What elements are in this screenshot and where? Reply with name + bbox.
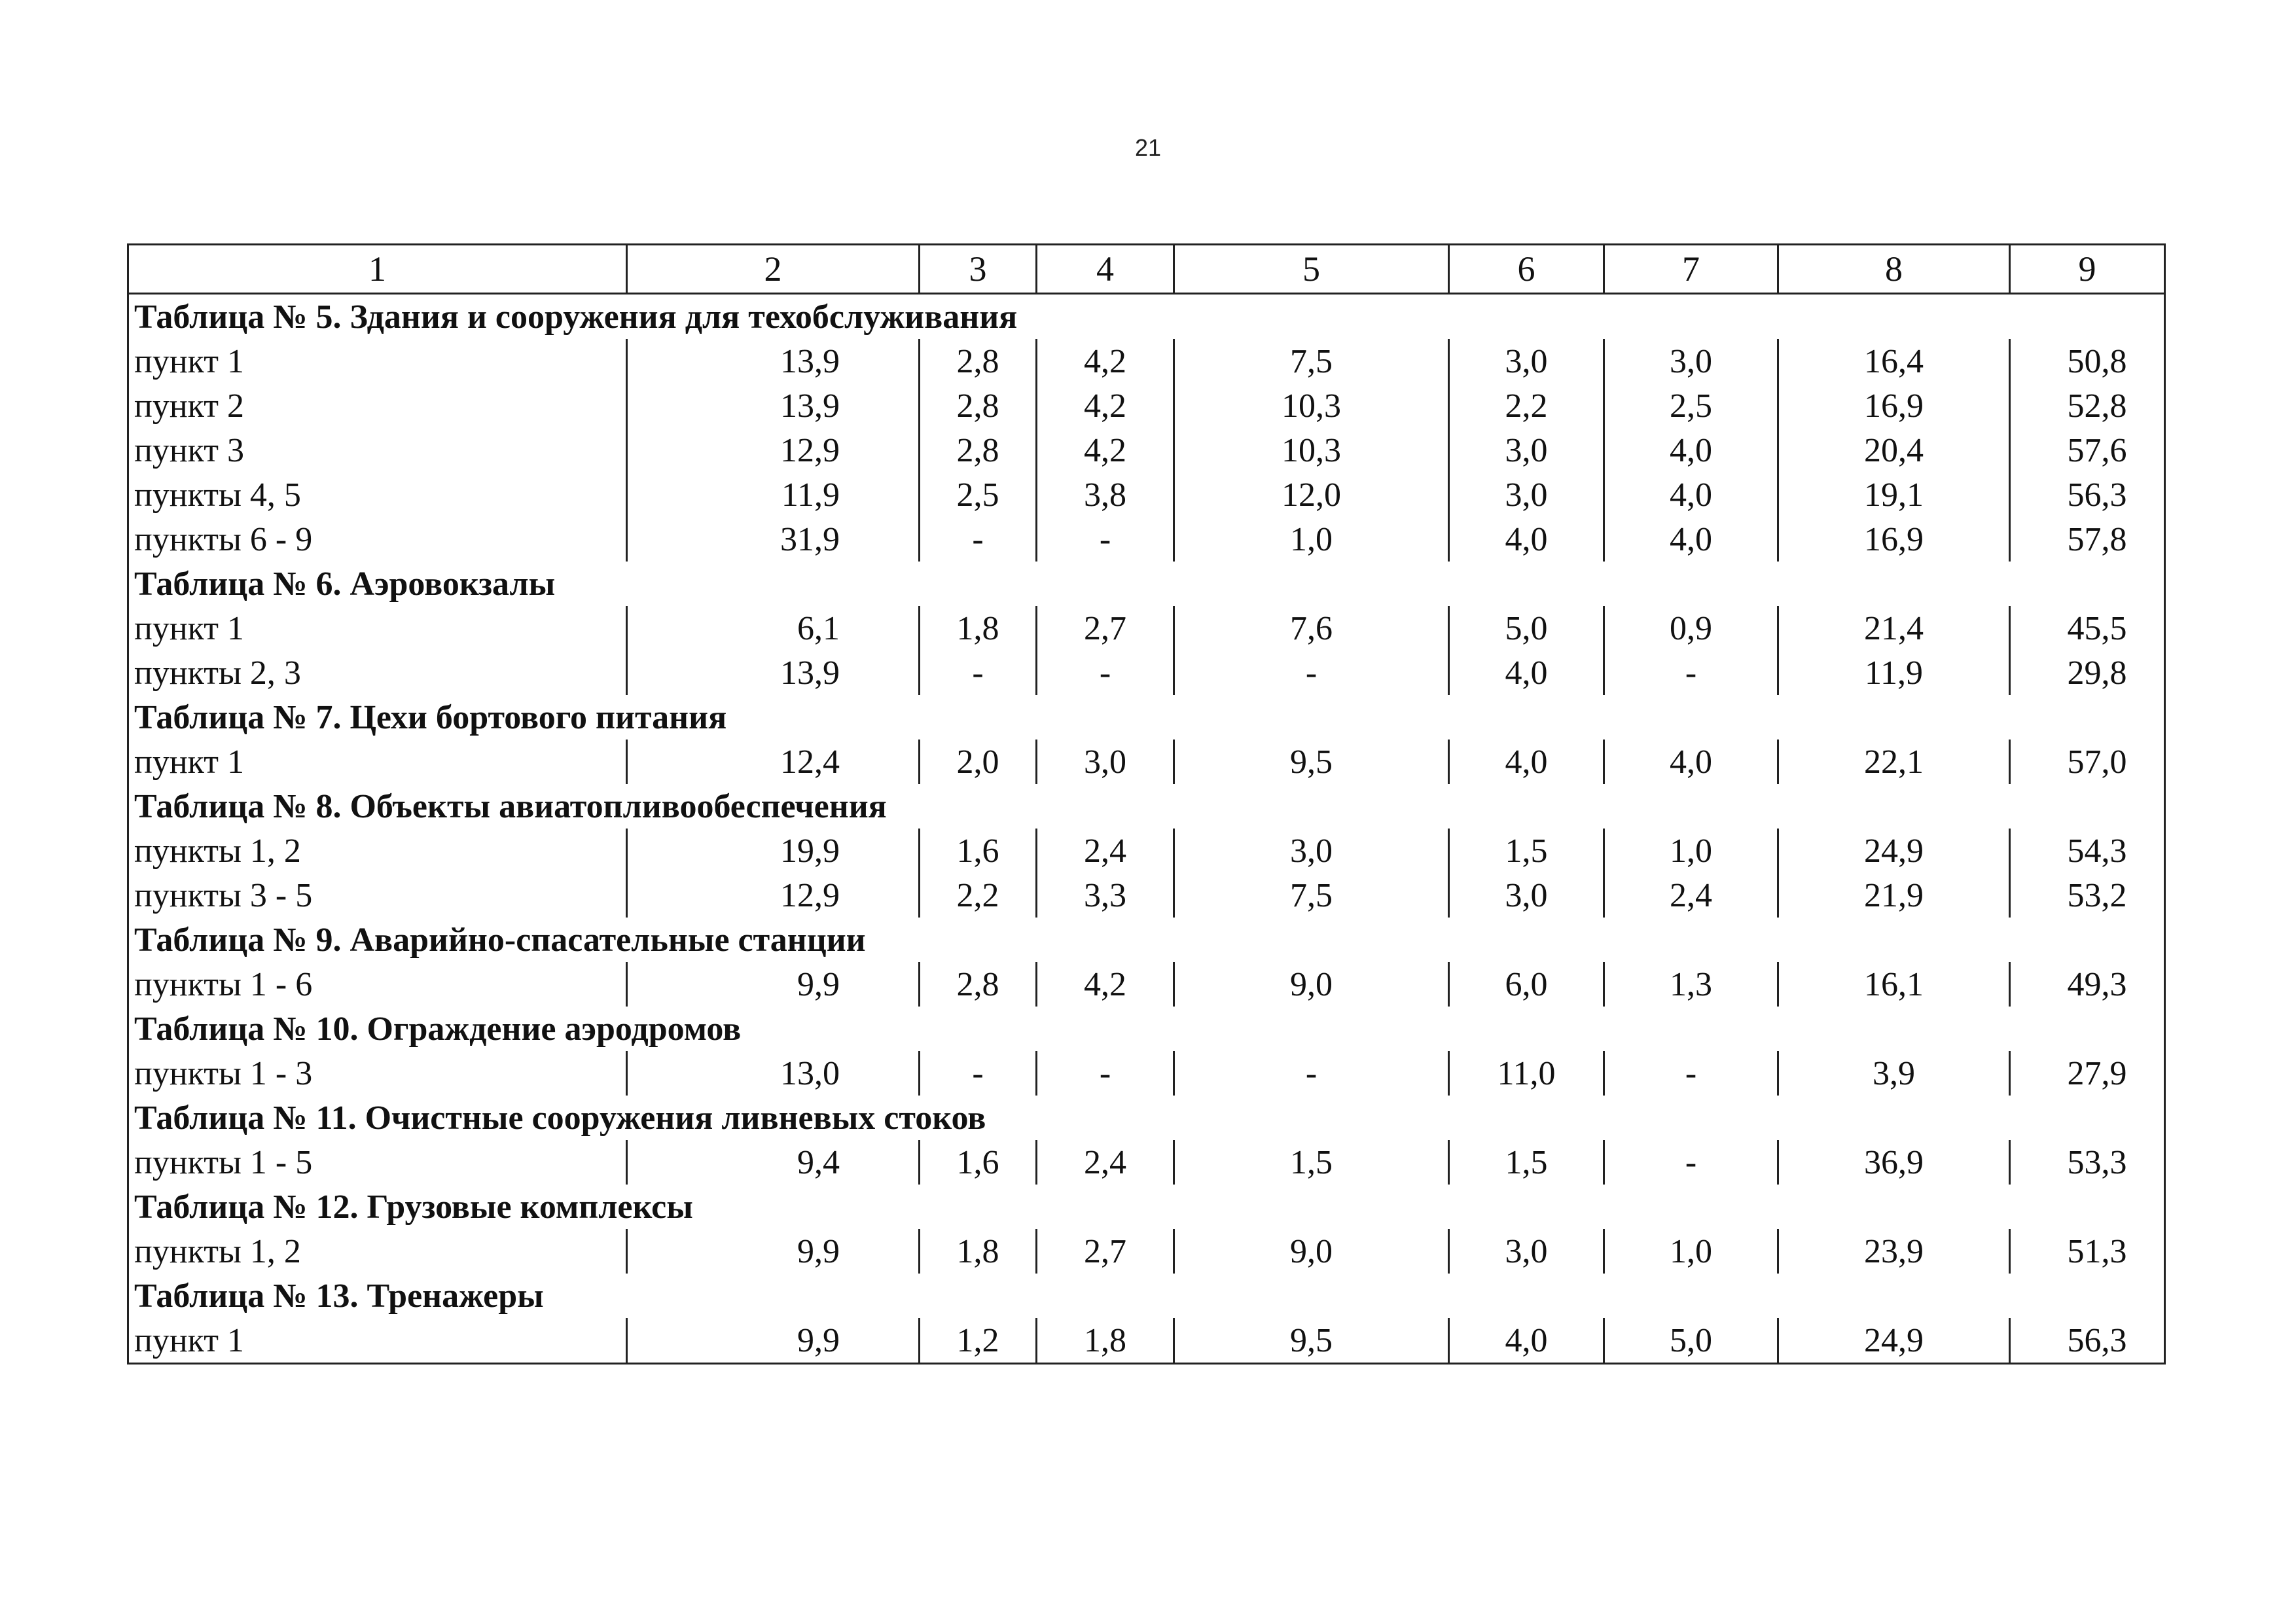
- table-cell-col-3: -: [920, 1051, 1037, 1096]
- table-cell-col-3: 2,5: [920, 473, 1037, 517]
- row-label: пункты 1 - 5: [134, 1143, 313, 1181]
- table-cell-col-8: 23,9: [1778, 1229, 2010, 1274]
- table-section-heading: [128, 562, 2165, 606]
- table-cell-col-5: 10,3: [1174, 383, 1449, 428]
- table-cell-col-2: 12,9: [627, 873, 920, 918]
- table-cell-col-7: 4,0: [1604, 473, 1778, 517]
- table-cell-col-7: 2,4: [1604, 873, 1778, 918]
- row-label: пункт 3: [134, 431, 244, 469]
- section-title: Таблица № 6. Аэровокзалы: [134, 565, 556, 603]
- table-cell-col-8: 19,1: [1778, 473, 2010, 517]
- table-section-heading: [128, 1007, 2165, 1051]
- table-cell-col-5: -: [1174, 651, 1449, 695]
- table-cell-col-6: 3,0: [1449, 873, 1604, 918]
- table-cell-col-4: 2,4: [1037, 1140, 1174, 1185]
- table-cell-col-3: -: [920, 651, 1037, 695]
- table-cell-col-7: 1,0: [1604, 829, 1778, 873]
- table-section-heading: [128, 918, 2165, 962]
- table-row: [128, 473, 2165, 517]
- row-label: пункты 2, 3: [134, 654, 301, 692]
- table-cell-col-9: 56,3: [2010, 1318, 2165, 1364]
- row-label: пункт 2: [134, 387, 244, 425]
- table-cell-col-3: 1,8: [920, 606, 1037, 651]
- table-cell-col-9: 27,9: [2010, 1051, 2165, 1096]
- table-cell-col-8: 16,9: [1778, 517, 2010, 562]
- table-cell-col-9: 53,2: [2010, 873, 2165, 918]
- row-label: пункты 6 - 9: [134, 520, 313, 558]
- table-row: [128, 740, 2165, 784]
- table-cell-col-4: -: [1037, 651, 1174, 695]
- table-cell-col-3: 2,8: [920, 428, 1037, 473]
- table-cell-col-7: 4,0: [1604, 428, 1778, 473]
- table-cell-col-3: 2,8: [920, 962, 1037, 1007]
- table-cell-col-5: 7,5: [1174, 339, 1449, 383]
- section-title: Таблица № 12. Грузовые комплексы: [134, 1188, 693, 1226]
- table-cell-col-8: 3,9: [1778, 1051, 2010, 1096]
- table-row: [128, 1140, 2165, 1185]
- section-title: Таблица № 13. Тренажеры: [134, 1277, 544, 1315]
- table-row: [128, 1229, 2165, 1274]
- table-cell-col-2: 9,4: [627, 1140, 920, 1185]
- row-label: пункты 3 - 5: [134, 876, 313, 914]
- table-cell-col-2: 11,9: [627, 473, 920, 517]
- table-cell-col-2: 19,9: [627, 829, 920, 873]
- table-cell-col-2: 31,9: [627, 517, 920, 562]
- table-cell-col-6: 4,0: [1449, 740, 1604, 784]
- table-cell-col-8: 22,1: [1778, 740, 2010, 784]
- table-cell-col-3: 2,8: [920, 383, 1037, 428]
- column-header-3: 3: [920, 245, 1037, 294]
- page-number: 21: [1134, 134, 1162, 161]
- row-label: пункты 1, 2: [134, 1232, 301, 1270]
- table-cell-col-6: 4,0: [1449, 651, 1604, 695]
- table-cell-col-6: 3,0: [1449, 428, 1604, 473]
- table-row: [128, 873, 2165, 918]
- table-cell-col-4: 2,7: [1037, 1229, 1174, 1274]
- table-cell-col-2: 13,9: [627, 651, 920, 695]
- table-cell-col-8: 21,9: [1778, 873, 2010, 918]
- table-cell-col-6: 6,0: [1449, 962, 1604, 1007]
- table-cell-col-6: 4,0: [1449, 1318, 1604, 1364]
- table-cell-col-3: 2,8: [920, 339, 1037, 383]
- row-label: пункты 1 - 6: [134, 965, 313, 1003]
- table-cell-col-2: 12,4: [627, 740, 920, 784]
- table-cell-col-6: 1,5: [1449, 1140, 1604, 1185]
- cost-structure-table: [127, 243, 2166, 1364]
- table-cell-col-6: 3,0: [1449, 473, 1604, 517]
- table-cell-col-7: 0,9: [1604, 606, 1778, 651]
- table-section-heading: [128, 1274, 2165, 1318]
- table-cell-col-5: 1,0: [1174, 517, 1449, 562]
- table-cell-col-2: 6,1: [627, 606, 920, 651]
- row-label: пункты 1 - 3: [134, 1054, 313, 1092]
- table-cell-col-7: 4,0: [1604, 517, 1778, 562]
- table-cell-col-6: 5,0: [1449, 606, 1604, 651]
- table-cell-col-2: 13,0: [627, 1051, 920, 1096]
- table-cell-col-3: 1,6: [920, 829, 1037, 873]
- table-cell-col-8: 16,4: [1778, 339, 2010, 383]
- table-cell-col-9: 51,3: [2010, 1229, 2165, 1274]
- table-cell-col-7: 4,0: [1604, 740, 1778, 784]
- section-title: Таблица № 11. Очистные сооружения ливневых стоков: [134, 1099, 986, 1137]
- table-cell-col-2: 9,9: [627, 962, 920, 1007]
- table-cell-col-7: 3,0: [1604, 339, 1778, 383]
- table-cell-col-9: 53,3: [2010, 1140, 2165, 1185]
- column-header-1: 1: [128, 245, 627, 294]
- table-cell-col-3: 1,6: [920, 1140, 1037, 1185]
- table-body: [128, 294, 2165, 1364]
- table-row: [128, 829, 2165, 873]
- table-cell-col-8: 21,4: [1778, 606, 2010, 651]
- table-section-heading: [128, 784, 2165, 829]
- table-row: [128, 1318, 2165, 1364]
- table-section-heading: [128, 1096, 2165, 1140]
- table-cell-col-4: 1,8: [1037, 1318, 1174, 1364]
- row-label: пункт 1: [134, 1321, 244, 1359]
- table-cell-col-5: 9,5: [1174, 1318, 1449, 1364]
- table-cell-col-7: 1,3: [1604, 962, 1778, 1007]
- table-row: [128, 428, 2165, 473]
- table-cell-col-5: 9,5: [1174, 740, 1449, 784]
- table-cell-col-3: 1,2: [920, 1318, 1037, 1364]
- row-label: пункты 1, 2: [134, 832, 301, 870]
- table-cell-col-3: 2,2: [920, 873, 1037, 918]
- table-cell-col-8: 20,4: [1778, 428, 2010, 473]
- column-header-2: 2: [627, 245, 920, 294]
- table-cell-col-4: 3,3: [1037, 873, 1174, 918]
- column-header-7: 7: [1604, 245, 1778, 294]
- table-cell-col-7: -: [1604, 651, 1778, 695]
- section-title: Таблица № 5. Здания и сооружения для техобслуживания: [134, 298, 1018, 336]
- table-row: [128, 517, 2165, 562]
- table-cell-col-3: 1,8: [920, 1229, 1037, 1274]
- table-cell-col-4: 4,2: [1037, 428, 1174, 473]
- table-cell-col-9: 57,8: [2010, 517, 2165, 562]
- table-cell-col-9: 49,3: [2010, 962, 2165, 1007]
- table-cell-col-7: 2,5: [1604, 383, 1778, 428]
- section-title: Таблица № 7. Цехи бортового питания: [134, 698, 727, 736]
- section-title: Таблица № 10. Ограждение аэродромов: [134, 1010, 742, 1048]
- table-cell-col-5: 3,0: [1174, 829, 1449, 873]
- table-row: [128, 383, 2165, 428]
- table-cell-col-6: 11,0: [1449, 1051, 1604, 1096]
- table-cell-col-7: 5,0: [1604, 1318, 1778, 1364]
- table-cell-col-5: 12,0: [1174, 473, 1449, 517]
- table-cell-col-8: 24,9: [1778, 829, 2010, 873]
- table-cell-col-4: -: [1037, 517, 1174, 562]
- table-cell-col-8: 16,9: [1778, 383, 2010, 428]
- table-cell-col-5: 9,0: [1174, 1229, 1449, 1274]
- table-cell-col-8: 16,1: [1778, 962, 2010, 1007]
- section-title: Таблица № 9. Аварийно-спасательные станции: [134, 921, 866, 959]
- column-header-8: 8: [1778, 245, 2010, 294]
- table-cell-col-4: 3,0: [1037, 740, 1174, 784]
- row-label: пункт 1: [134, 609, 244, 647]
- table-cell-col-4: 2,4: [1037, 829, 1174, 873]
- table-row: [128, 606, 2165, 651]
- column-header-4: 4: [1037, 245, 1174, 294]
- table-row: [128, 962, 2165, 1007]
- table-cell-col-6: 2,2: [1449, 383, 1604, 428]
- table-row: [128, 1051, 2165, 1096]
- table-cell-col-4: 4,2: [1037, 339, 1174, 383]
- table-cell-col-6: 1,5: [1449, 829, 1604, 873]
- column-header-6: 6: [1449, 245, 1604, 294]
- table-cell-col-9: 56,3: [2010, 473, 2165, 517]
- table-cell-col-3: -: [920, 517, 1037, 562]
- table-cell-col-9: 52,8: [2010, 383, 2165, 428]
- table-cell-col-5: 1,5: [1174, 1140, 1449, 1185]
- table-cell-col-9: 50,8: [2010, 339, 2165, 383]
- table-cell-col-2: 9,9: [627, 1318, 920, 1364]
- table-cell-col-7: 1,0: [1604, 1229, 1778, 1274]
- table-cell-col-5: 7,5: [1174, 873, 1449, 918]
- table-row: [128, 651, 2165, 695]
- table-cell-col-9: 54,3: [2010, 829, 2165, 873]
- section-title: Таблица № 8. Объекты авиатопливообеспечения: [134, 787, 887, 825]
- table-cell-col-2: 12,9: [627, 428, 920, 473]
- table-section-heading: [128, 1185, 2165, 1229]
- table-cell-col-8: 11,9: [1778, 651, 2010, 695]
- table-row: [128, 339, 2165, 383]
- table-cell-col-6: 4,0: [1449, 517, 1604, 562]
- table-cell-col-6: 3,0: [1449, 1229, 1604, 1274]
- table-cell-col-5: 10,3: [1174, 428, 1449, 473]
- table-cell-col-4: 3,8: [1037, 473, 1174, 517]
- table-section-heading: [128, 695, 2165, 740]
- column-header-5: 5: [1174, 245, 1449, 294]
- table-cell-col-5: 7,6: [1174, 606, 1449, 651]
- table-cell-col-5: -: [1174, 1051, 1449, 1096]
- table-cell-col-4: -: [1037, 1051, 1174, 1096]
- table-cell-col-2: 9,9: [627, 1229, 920, 1274]
- column-header-9: 9: [2010, 245, 2165, 294]
- table-cell-col-4: 4,2: [1037, 962, 1174, 1007]
- table-cell-col-4: 2,7: [1037, 606, 1174, 651]
- row-label: пункт 1: [134, 342, 244, 380]
- table-cell-col-7: -: [1604, 1140, 1778, 1185]
- row-label: пункт 1: [134, 743, 244, 781]
- table-cell-col-9: 57,6: [2010, 428, 2165, 473]
- table-cell-col-9: 45,5: [2010, 606, 2165, 651]
- row-label: пункты 4, 5: [134, 476, 301, 514]
- table-cell-col-5: 9,0: [1174, 962, 1449, 1007]
- table-cell-col-2: 13,9: [627, 339, 920, 383]
- table-cell-col-8: 36,9: [1778, 1140, 2010, 1185]
- table-cell-col-2: 13,9: [627, 383, 920, 428]
- table-header: [128, 245, 2165, 294]
- table-cell-col-6: 3,0: [1449, 339, 1604, 383]
- table-cell-col-9: 57,0: [2010, 740, 2165, 784]
- table-cell-col-7: -: [1604, 1051, 1778, 1096]
- cost-structure-table-container: [127, 243, 2164, 1364]
- column-number-row: [128, 245, 2165, 294]
- table-cell-col-3: 2,0: [920, 740, 1037, 784]
- table-cell-col-8: 24,9: [1778, 1318, 2010, 1364]
- table-section-heading: [128, 294, 2165, 340]
- table-cell-col-9: 29,8: [2010, 651, 2165, 695]
- table-cell-col-4: 4,2: [1037, 383, 1174, 428]
